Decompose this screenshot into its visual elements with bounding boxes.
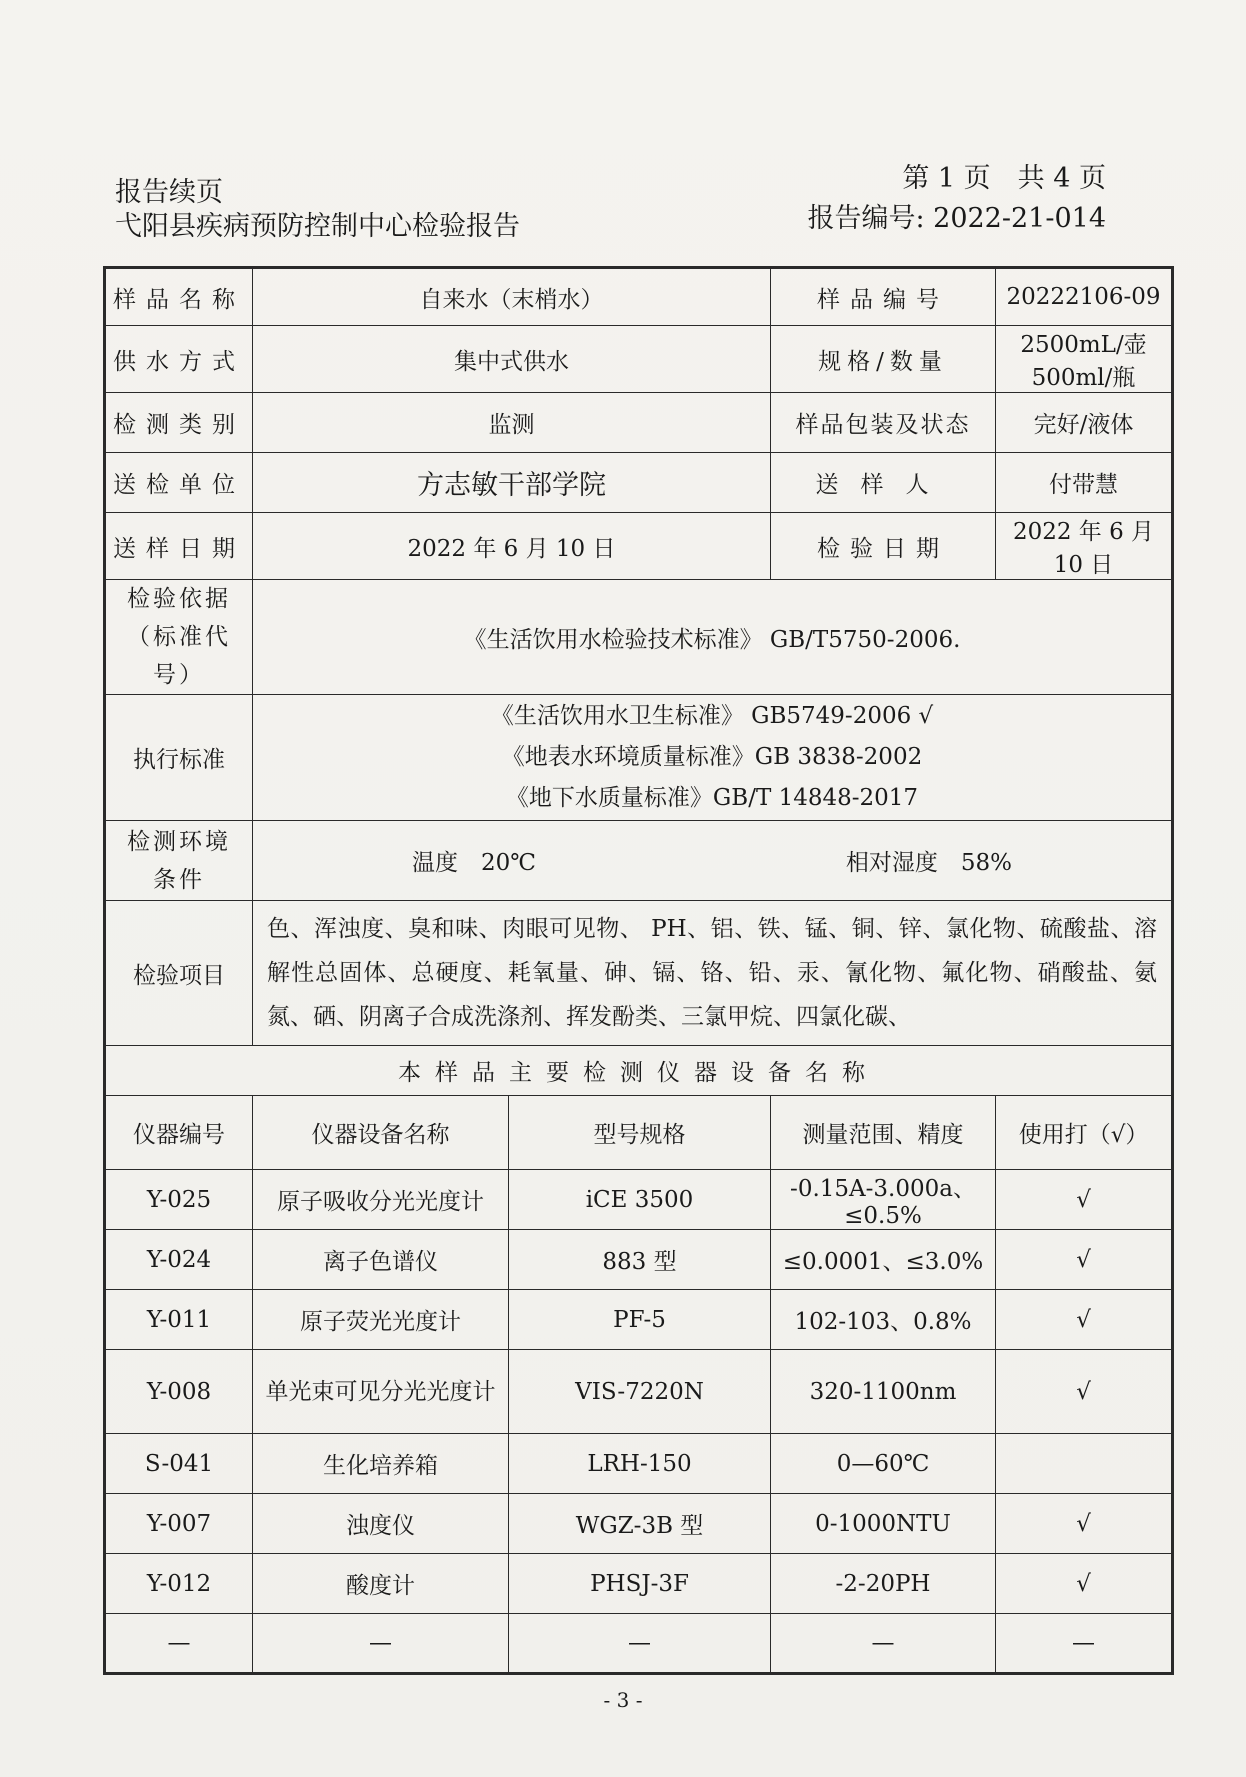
col-header-name: 仪器设备名称	[253, 1096, 509, 1170]
table-row	[105, 821, 1173, 901]
page-number-footer: - 3 -	[603, 1688, 643, 1712]
instruments-section-title: 本样品主要检测仪器设备名称	[105, 1046, 1173, 1096]
sample-name-value: 自来水（末梢水）	[253, 268, 771, 326]
instrument-row	[105, 1614, 1173, 1674]
instrument-used: —	[996, 1614, 1173, 1674]
instrument-name: —	[253, 1614, 509, 1674]
report-table	[103, 266, 1174, 1675]
spec-label: 规格/数量	[771, 326, 996, 393]
temperature-value: 温度 20℃	[411, 850, 536, 876]
instrument-name: 浊度仪	[253, 1494, 509, 1554]
test-items-label: 检验项目	[105, 901, 253, 1046]
report-title: 弋阳县疾病预防控制中心检验报告	[115, 211, 520, 242]
sample-no-label: 样品编号	[771, 268, 996, 326]
instrument-range: -0.15A-3.000a、≤0.5%	[771, 1170, 996, 1230]
instrument-range: 0—60℃	[771, 1434, 996, 1494]
instrument-model: iCE 3500	[509, 1170, 771, 1230]
col-header-model: 型号规格	[509, 1096, 771, 1170]
standards-list	[253, 695, 1173, 821]
test-items-value: 色、浑浊度、臭和味、肉眼可见物、 PH、铝、铁、锰、铜、锌、氯化物、硫酸盐、溶解性总固体、总硬度、耗氧量、砷、镉、铬、铅、汞、氰化物、氟化物、硝酸盐、氨氮、硒、阴离子合成洗涤剂、挥发酚类、三氯甲烷、四氯化碳、	[253, 901, 1173, 1046]
spec-value: 2500mL/壶 500ml/瓶	[996, 326, 1173, 393]
environment-values	[253, 821, 1173, 901]
instrument-used: √	[996, 1350, 1173, 1434]
instrument-header-row	[105, 1096, 1173, 1170]
instrument-row	[105, 1434, 1173, 1494]
standard-item: 《地表水环境质量标准》GB 3838-2002	[501, 744, 923, 770]
table-row	[105, 901, 1173, 1046]
type-value: 监测	[253, 393, 771, 453]
instrument-id: Y-025	[105, 1170, 253, 1230]
instrument-id: S-041	[105, 1434, 253, 1494]
table-row	[105, 453, 1173, 513]
instrument-used	[996, 1434, 1173, 1494]
instrument-model: WGZ-3B 型	[509, 1494, 771, 1554]
instrument-model: LRH-150	[509, 1434, 771, 1494]
instrument-range: -2-20PH	[771, 1554, 996, 1614]
instrument-model: —	[509, 1614, 771, 1674]
instrument-name: 酸度计	[253, 1554, 509, 1614]
send-date-label: 送样日期	[105, 513, 253, 580]
sample-no-value: 20222106-09	[996, 268, 1173, 326]
sample-name-label: 样品名称	[105, 268, 253, 326]
instrument-id: Y-008	[105, 1350, 253, 1434]
sender-value: 付带慧	[996, 453, 1173, 513]
table-row	[105, 393, 1173, 453]
instrument-name: 原子吸收分光光度计	[253, 1170, 509, 1230]
instrument-row	[105, 1350, 1173, 1434]
instrument-used: √	[996, 1554, 1173, 1614]
test-date-label: 检验日期	[771, 513, 996, 580]
instrument-range: ≤0.0001、≤3.0%	[771, 1230, 996, 1290]
report-number: 报告编号: 2022-21-014	[807, 203, 1106, 234]
instrument-id: Y-012	[105, 1554, 253, 1614]
table-row	[105, 268, 1173, 326]
type-label: 检测类别	[105, 393, 253, 453]
instrument-name: 生化培养箱	[253, 1434, 509, 1494]
col-header-used: 使用打（√）	[996, 1096, 1173, 1170]
instrument-id: Y-007	[105, 1494, 253, 1554]
instrument-model: 883 型	[509, 1230, 771, 1290]
instrument-row	[105, 1554, 1173, 1614]
table-row	[105, 695, 1173, 821]
unit-value: 方志敏干部学院	[253, 453, 771, 513]
package-label: 样品包装及状态	[771, 393, 996, 453]
continuation-label: 报告续页	[115, 177, 223, 208]
instrument-used: √	[996, 1170, 1173, 1230]
instrument-used: √	[996, 1230, 1173, 1290]
instrument-name: 原子荧光光度计	[253, 1290, 509, 1350]
instrument-model: PF-5	[509, 1290, 771, 1350]
instrument-name: 单光束可见分光光度计	[253, 1350, 509, 1434]
basis-label: 检验依据（标准代号）	[105, 580, 253, 695]
instrument-row	[105, 1170, 1173, 1230]
basis-value: 《生活饮用水检验技术标准》 GB/T5750-2006.	[253, 580, 1173, 695]
instrument-id: —	[105, 1614, 253, 1674]
instrument-id: Y-011	[105, 1290, 253, 1350]
col-header-range: 测量范围、精度	[771, 1096, 996, 1170]
instrument-range: 102-103、0.8%	[771, 1290, 996, 1350]
table-row	[105, 580, 1173, 695]
environment-label: 检测环境条件	[105, 821, 253, 901]
package-value: 完好/液体	[996, 393, 1173, 453]
unit-label: 送检单位	[105, 453, 253, 513]
instrument-name: 离子色谱仪	[253, 1230, 509, 1290]
instrument-range: —	[771, 1614, 996, 1674]
instrument-used: √	[996, 1494, 1173, 1554]
standard-item: 《生活饮用水卫生标准》 GB5749-2006 √	[490, 703, 934, 729]
instrument-range: 320-1100nm	[771, 1350, 996, 1434]
instrument-row	[105, 1494, 1173, 1554]
table-row	[105, 513, 1173, 580]
page-indicator: 第 1 页 共 4 页	[902, 163, 1106, 194]
instrument-row	[105, 1230, 1173, 1290]
instrument-range: 0-1000NTU	[771, 1494, 996, 1554]
send-date-value: 2022 年 6 月 10 日	[253, 513, 771, 580]
test-date-value: 2022 年 6 月 10 日	[996, 513, 1173, 580]
instrument-id: Y-024	[105, 1230, 253, 1290]
standards-label: 执行标准	[105, 695, 253, 821]
supply-value: 集中式供水	[253, 326, 771, 393]
instrument-row	[105, 1290, 1173, 1350]
instrument-model: PHSJ-3F	[509, 1554, 771, 1614]
supply-label: 供水方式	[105, 326, 253, 393]
sender-label: 送样人	[771, 453, 996, 513]
humidity-value: 相对湿度 58%	[845, 850, 1013, 876]
instrument-model: VIS-7220N	[509, 1350, 771, 1434]
table-row	[105, 326, 1173, 393]
instrument-used: √	[996, 1290, 1173, 1350]
table-row	[105, 1046, 1173, 1096]
col-header-id: 仪器编号	[105, 1096, 253, 1170]
standard-item: 《地下水质量标准》GB/T 14848-2017	[505, 785, 919, 811]
